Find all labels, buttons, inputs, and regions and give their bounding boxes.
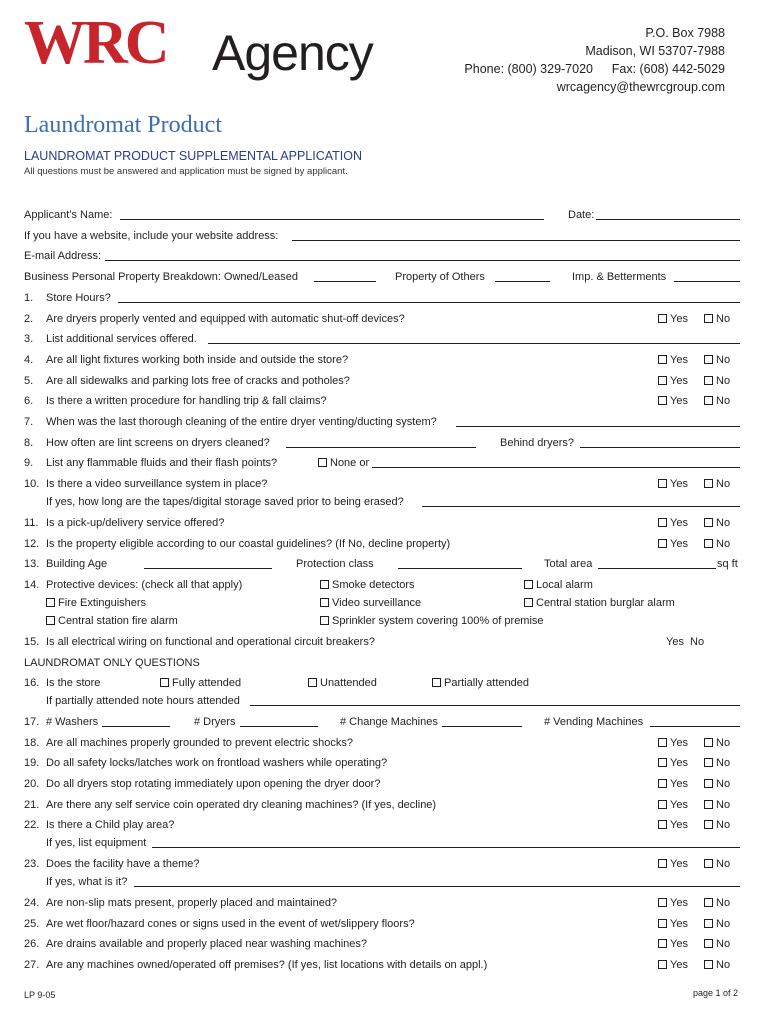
- checkbox-icon: [704, 820, 713, 829]
- no-option[interactable]: No: [704, 735, 730, 751]
- yes-option[interactable]: Yes: [658, 515, 688, 531]
- question-number: 12.: [24, 538, 40, 550]
- yes-option[interactable]: Yes: [658, 393, 688, 409]
- protection-class-label: Protection class: [296, 558, 374, 570]
- yes-option[interactable]: Yes: [658, 735, 688, 751]
- yes-option[interactable]: Yes: [658, 776, 688, 792]
- yes-option[interactable]: Yes: [658, 856, 688, 872]
- email-row: [24, 248, 740, 264]
- question-13: [24, 556, 740, 572]
- checkbox-icon: [704, 800, 713, 809]
- checkbox-icon: [318, 458, 327, 467]
- no-option[interactable]: No: [704, 957, 730, 973]
- checkbox-icon: [46, 598, 55, 607]
- question-19: [24, 755, 740, 771]
- behind-dryers-label: Behind dryers?: [500, 437, 574, 449]
- total-area-field[interactable]: [598, 568, 716, 569]
- question-text: Protective devices: (check all that apply): [46, 579, 243, 591]
- change-machines-field[interactable]: [442, 726, 522, 727]
- fax: Fax: (608) 442-5029: [611, 62, 725, 76]
- yes-option[interactable]: Yes: [658, 476, 688, 492]
- checkbox-icon: [704, 738, 713, 747]
- question-text: Are wet floor/hazard cones or signs used in the event of wet/slippery floors?: [46, 918, 415, 930]
- question-1: [24, 290, 740, 306]
- answer-field[interactable]: [456, 426, 740, 427]
- no-option[interactable]: No: [704, 476, 730, 492]
- question-8: [24, 435, 740, 451]
- question-number: 1.: [24, 292, 34, 304]
- laundromat-section-heading: [24, 655, 740, 671]
- checkbox-icon: [704, 314, 713, 323]
- question-text: List any flammable fluids and their flash points?: [46, 457, 278, 469]
- lint-screen-field[interactable]: [286, 447, 476, 448]
- checkbox-icon: [658, 314, 667, 323]
- question-14-options-3: [24, 613, 740, 629]
- answer-field[interactable]: [134, 886, 740, 887]
- checkbox-icon: [658, 396, 667, 405]
- checkbox-icon: [704, 859, 713, 868]
- protection-class-field[interactable]: [398, 568, 522, 569]
- no-option[interactable]: No: [704, 515, 730, 531]
- vending-machines-label: # Vending Machines: [544, 716, 644, 728]
- checkbox-icon: [320, 616, 329, 625]
- question-number: 19.: [24, 757, 40, 769]
- question-number: 8.: [24, 437, 34, 449]
- no-option[interactable]: No: [704, 916, 730, 932]
- email-label: E-mail Address:: [24, 250, 102, 262]
- question-number: 3.: [24, 333, 34, 345]
- question-number: 5.: [24, 375, 34, 387]
- question-text: Store Hours?: [46, 292, 111, 304]
- question-number: 10.: [24, 478, 40, 490]
- checkbox-icon: [704, 898, 713, 907]
- answer-field[interactable]: [118, 302, 740, 303]
- checkbox-icon: [658, 479, 667, 488]
- checkbox-icon: [658, 898, 667, 907]
- question-number: 7.: [24, 416, 34, 428]
- question-10-followup: [24, 494, 740, 510]
- checkbox-icon: [320, 598, 329, 607]
- email-field[interactable]: [105, 260, 740, 261]
- change-machines-label: # Change Machines: [340, 716, 438, 728]
- no-option[interactable]: No: [704, 817, 730, 833]
- building-age-field[interactable]: [144, 568, 272, 569]
- question-12: [24, 536, 740, 552]
- checkbox-icon: [658, 960, 667, 969]
- no-option[interactable]: No: [704, 393, 730, 409]
- answer-field[interactable]: [208, 343, 740, 344]
- question-number: 4.: [24, 354, 34, 366]
- question-text: Are non-slip mats present, properly placed and maintained?: [46, 897, 338, 909]
- sprinkler-system-option[interactable]: Sprinkler system covering 100% of premise: [320, 613, 544, 629]
- checkbox-icon: [658, 820, 667, 829]
- question-26: [24, 936, 740, 952]
- yes-option[interactable]: Yes: [658, 373, 688, 389]
- question-number: 11.: [24, 517, 39, 529]
- fully-attended-option[interactable]: Fully attended: [160, 675, 241, 691]
- question-23: [24, 856, 740, 872]
- question-text: Is there a written procedure for handling trip & fall claims?: [46, 395, 327, 407]
- no-option[interactable]: No: [704, 856, 730, 872]
- no-option[interactable]: No: [690, 636, 705, 648]
- question-text: Are all sidewalks and parking lots free of cracks and potholes?: [46, 375, 350, 387]
- checkbox-icon: [658, 800, 667, 809]
- question-9: [24, 455, 740, 471]
- question-14: [24, 577, 740, 593]
- property-others-field[interactable]: [495, 281, 550, 282]
- question-text: How often are lint screens on dryers cleaned?: [46, 437, 270, 449]
- checkbox-icon: [432, 678, 441, 687]
- checkbox-icon: [658, 779, 667, 788]
- checkbox-icon: [658, 518, 667, 527]
- dryers-field[interactable]: [240, 726, 318, 727]
- question-number: 26.: [24, 938, 40, 950]
- checkbox-icon: [658, 859, 667, 868]
- applicant-name-label: Applicant’s Name:: [24, 209, 113, 221]
- no-option[interactable]: No: [704, 936, 730, 952]
- question-number: 27.: [24, 959, 40, 971]
- question-number: 6.: [24, 395, 34, 407]
- question-number: 2.: [24, 313, 34, 325]
- bpp-field[interactable]: [314, 281, 376, 282]
- unattended-option[interactable]: Unattended: [308, 675, 377, 691]
- question-text: Do all dryers stop rotating immediately upon opening the dryer door?: [46, 778, 381, 790]
- checkbox-icon: [658, 939, 667, 948]
- yes-option[interactable]: Yes: [658, 755, 688, 771]
- central-fire-alarm-option[interactable]: Central station fire alarm: [46, 613, 178, 629]
- yes-option[interactable]: Yes: [658, 311, 688, 327]
- question-text: Are all light fixtures working both inside and outside the store?: [46, 354, 349, 366]
- question-2: [24, 311, 740, 327]
- behind-dryers-field[interactable]: [580, 447, 740, 448]
- page-number: page 1 of 2: [692, 988, 738, 998]
- answer-field[interactable]: [372, 467, 740, 468]
- question-number: 16.: [24, 677, 40, 689]
- checkbox-icon: [658, 355, 667, 364]
- sq-ft-unit: sq ft: [717, 558, 738, 570]
- page-title: Laundromat Product: [24, 112, 222, 138]
- checkbox-icon: [46, 616, 55, 625]
- question-11: [24, 515, 740, 531]
- checkbox-icon: [704, 960, 713, 969]
- yes-option[interactable]: Yes: [666, 636, 684, 648]
- yes-option[interactable]: Yes: [658, 352, 688, 368]
- yes-option[interactable]: Yes: [658, 916, 688, 932]
- question-text: Does the facility have a theme?: [46, 858, 200, 870]
- question-number: 17.: [24, 716, 40, 728]
- city-address: Madison, WI 53707-7988: [585, 44, 725, 58]
- checkbox-icon: [704, 779, 713, 788]
- email-address: wrcagency@thewrcgroup.com: [556, 80, 725, 94]
- question-subtext: If yes, list equipment: [46, 837, 147, 849]
- question-7: [24, 414, 740, 430]
- question-number: 23.: [24, 858, 40, 870]
- smoke-detectors-option[interactable]: Smoke detectors: [320, 577, 415, 593]
- website-label: If you have a website, include your website address:: [24, 230, 279, 242]
- question-text: Are drains available and properly placed near washing machines?: [46, 938, 368, 950]
- checkbox-icon: [704, 518, 713, 527]
- question-10: [24, 476, 740, 492]
- question-14-options-2: [24, 595, 740, 611]
- no-option[interactable]: No: [704, 776, 730, 792]
- question-subtext: If yes, how long are the tapes/digital storage saved prior to being erased?: [46, 496, 404, 508]
- fire-extinguishers-option[interactable]: Fire Extinguishers: [46, 595, 146, 611]
- agency-logo-text: Agency: [212, 25, 373, 81]
- yes-option[interactable]: Yes: [658, 817, 688, 833]
- question-16: [24, 675, 740, 691]
- checkbox-icon: [704, 479, 713, 488]
- question-number: 24.: [24, 897, 40, 909]
- question-text: Is the store: [46, 677, 101, 689]
- checkbox-icon: [704, 758, 713, 767]
- question-text: List additional services offered.: [46, 333, 197, 345]
- question-text: Is there a Child play area?: [46, 819, 175, 831]
- question-17: [24, 714, 740, 730]
- checkbox-icon: [704, 919, 713, 928]
- washers-label: # Washers: [46, 716, 99, 728]
- building-age-label: Building Age: [46, 558, 108, 570]
- answer-field[interactable]: [250, 705, 740, 706]
- question-subtext: If partially attended note hours attended: [46, 695, 240, 707]
- po-box: P.O. Box 7988: [645, 26, 725, 40]
- question-number: 9.: [24, 457, 34, 469]
- question-text: Is all electrical wiring on functional and operational circuit breakers?: [46, 636, 375, 648]
- question-16-followup: [24, 693, 740, 709]
- question-6: [24, 393, 740, 409]
- question-24: [24, 895, 740, 911]
- central-burglar-alarm-option[interactable]: Central station burglar alarm: [524, 595, 675, 611]
- question-text: Are dryers properly vented and equipped with automatic shut-off devices?: [46, 313, 405, 325]
- yes-option[interactable]: Yes: [658, 536, 688, 552]
- question-number: 15.: [24, 636, 40, 648]
- yes-option[interactable]: Yes: [658, 797, 688, 813]
- wrc-logo: WRC: [24, 9, 167, 77]
- improvements-field[interactable]: [674, 281, 740, 282]
- checkbox-icon: [704, 355, 713, 364]
- local-alarm-option[interactable]: Local alarm: [524, 577, 593, 593]
- checkbox-icon: [524, 580, 533, 589]
- applicant-name-field[interactable]: [120, 219, 544, 220]
- question-text: Do all safety locks/latches work on frontload washers while operating?: [46, 757, 388, 769]
- no-option[interactable]: No: [704, 797, 730, 813]
- checkbox-icon: [658, 738, 667, 747]
- checkbox-icon: [704, 939, 713, 948]
- answer-field[interactable]: [422, 506, 740, 507]
- question-number: 20.: [24, 778, 40, 790]
- checkbox-icon: [658, 376, 667, 385]
- checkbox-icon: [160, 678, 169, 687]
- instructions-note: All questions must be answered and application must be signed by applicant.: [24, 166, 348, 177]
- website-row: [24, 228, 740, 244]
- question-5: [24, 373, 740, 389]
- question-15: [24, 634, 740, 650]
- checkbox-icon: [524, 598, 533, 607]
- question-text: Is the property eligible according to our coastal guidelines? (If No, decline property): [46, 538, 451, 550]
- question-4: [24, 352, 740, 368]
- dryers-label: # Dryers: [194, 716, 236, 728]
- no-option[interactable]: No: [704, 895, 730, 911]
- total-area-label: Total area: [544, 558, 593, 570]
- question-21: [24, 797, 740, 813]
- applicant-row: [24, 207, 740, 223]
- question-number: 18.: [24, 737, 40, 749]
- checkbox-icon: [658, 758, 667, 767]
- no-option[interactable]: No: [704, 755, 730, 771]
- no-option[interactable]: No: [704, 352, 730, 368]
- question-number: 13.: [24, 558, 40, 570]
- question-text: When was the last thorough cleaning of the entire dryer venting/ducting system?: [46, 416, 437, 428]
- question-number: 22.: [24, 819, 40, 831]
- improvements-label: Imp. & Betterments: [572, 271, 667, 283]
- date-label: Date:: [568, 209, 595, 221]
- yes-option[interactable]: Yes: [658, 957, 688, 973]
- bpp-row: [24, 269, 740, 285]
- question-22: [24, 817, 740, 833]
- date-field[interactable]: [596, 219, 740, 220]
- form-subtitle: LAUNDROMAT PRODUCT SUPPLEMENTAL APPLICATION: [24, 149, 363, 163]
- checkbox-icon: [658, 539, 667, 548]
- question-text: Is a pick-up/delivery service offered?: [46, 517, 225, 529]
- question-25: [24, 916, 740, 932]
- question-20: [24, 776, 740, 792]
- none-option[interactable]: None or: [318, 455, 369, 471]
- vending-machines-field[interactable]: [650, 726, 740, 727]
- question-text: Are any machines owned/operated off premises? (If yes, list locations with details on appl.): [46, 959, 488, 971]
- partially-attended-option[interactable]: Partially attended: [432, 675, 529, 691]
- question-3: [24, 331, 740, 347]
- question-22-followup: [24, 835, 740, 851]
- checkbox-icon: [704, 376, 713, 385]
- no-option[interactable]: No: [704, 373, 730, 389]
- answer-field[interactable]: [152, 847, 740, 848]
- washers-field[interactable]: [102, 726, 170, 727]
- checkbox-icon: [704, 396, 713, 405]
- checkbox-icon: [320, 580, 329, 589]
- checkbox-icon: [658, 919, 667, 928]
- question-number: 21.: [24, 799, 40, 811]
- question-text: Are there any self service coin operated dry cleaning machines? (If yes, decline): [46, 799, 437, 811]
- no-option[interactable]: No: [704, 311, 730, 327]
- yes-option[interactable]: Yes: [658, 936, 688, 952]
- property-others-label: Property of Others: [395, 271, 485, 283]
- question-number: 25.: [24, 918, 40, 930]
- question-number: 14.: [24, 579, 40, 591]
- checkbox-icon: [704, 539, 713, 548]
- question-subtext: If yes, what is it?: [46, 876, 128, 888]
- yes-option[interactable]: Yes: [658, 895, 688, 911]
- website-field[interactable]: [292, 240, 740, 241]
- checkbox-icon: [308, 678, 317, 687]
- video-surveillance-option[interactable]: Video surveillance: [320, 595, 421, 611]
- question-text: Is there a video surveillance system in place?: [46, 478, 268, 490]
- section-title: LAUNDROMAT ONLY QUESTIONS: [24, 657, 200, 669]
- question-text: Are all machines properly grounded to prevent electric shocks?: [46, 737, 353, 749]
- question-18: [24, 735, 740, 751]
- no-option[interactable]: No: [704, 536, 730, 552]
- bpp-label: Business Personal Property Breakdown: Owned/Leased: [24, 271, 298, 283]
- question-27: [24, 957, 740, 973]
- form-id: LP 9-05: [24, 990, 56, 1000]
- question-23-followup: [24, 874, 740, 890]
- phone: Phone: (800) 329-7020: [464, 62, 593, 76]
